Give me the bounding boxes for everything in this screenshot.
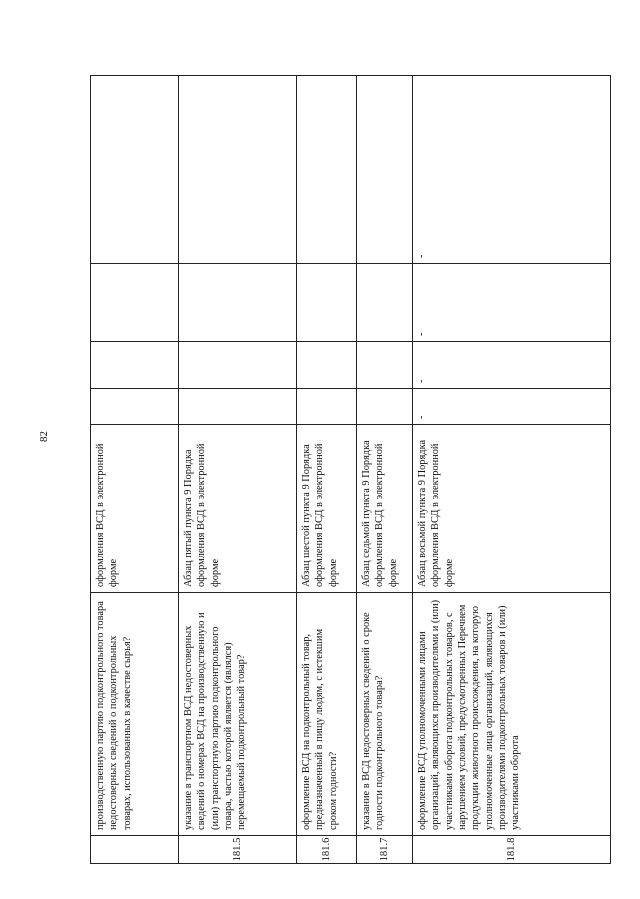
answer-no-cell (297, 342, 357, 389)
answer-no-cell: - (413, 342, 611, 389)
question-text: указание в ВСД недостоверных сведений о сроке годности подконтрольного товара? (357, 593, 413, 836)
comment-cell (357, 76, 413, 264)
answer-yes-cell (357, 389, 413, 425)
row-number: 181.5 (179, 836, 297, 864)
question-text: оформление ВСД уполномоченными лицами организаций, являющихся производителями и (или) участниками оборота подконтрольных товаров, с нарушением условий, предусмотренных Перечнем продукции животного происхождения, на которую уполномоченные лица организаций, являющихся производителями подконтрольных товаров и (или) участниками оборота (413, 593, 611, 836)
row-number: 181.7 (357, 836, 413, 864)
row-number: 181.6 (297, 836, 357, 864)
answer-yes-cell: - (413, 389, 611, 425)
row-number (91, 836, 179, 864)
question-text: производственную партию подконтрольного товара недостоверных сведений о подконтрольных товарах, использованных в качестве сырья? (91, 593, 179, 836)
table-row (179, 76, 297, 864)
checklist-table (90, 75, 611, 864)
comment-cell (179, 76, 297, 264)
answer-yes-cell (297, 389, 357, 425)
table-row (91, 76, 179, 864)
answer-na-cell (357, 264, 413, 342)
table-row (297, 76, 357, 864)
question-text: указание в транспортном ВСД недостоверных сведений о номерах ВСД на производственную и (или) транспортную партию подконтрольного товара, частью которой является (являлся) перемещаемый подконтрольный товар? (179, 593, 297, 836)
table-row (357, 76, 413, 864)
answer-na-cell (297, 264, 357, 342)
page-number-text: 82 (38, 431, 50, 442)
comment-cell: - (413, 76, 611, 264)
table-row (413, 76, 611, 864)
answer-na-cell (179, 264, 297, 342)
answer-yes-cell (179, 389, 297, 425)
answer-na-cell (91, 264, 179, 342)
comment-cell (91, 76, 179, 264)
answer-yes-cell (91, 389, 179, 425)
answer-no-cell (179, 342, 297, 389)
page-number (38, 431, 50, 442)
rotated-page-content (90, 76, 610, 864)
row-number: 181.8 (413, 836, 611, 864)
answer-no-cell (91, 342, 179, 389)
checklist-table-frame (90, 76, 610, 864)
answer-no-cell (357, 342, 413, 389)
comment-cell (297, 76, 357, 264)
reference-text: Абзац шестой пункта 9 Порядка оформления ВСД в электронной форме (297, 425, 357, 593)
reference-text: Абзац пятый пункта 9 Порядка оформления ВСД в электронной форме (179, 425, 297, 593)
reference-text: Абзац восьмой пункта 9 Порядка оформления ВСД в электронной форме (413, 425, 611, 593)
reference-text: оформления ВСД в электронной форме (91, 425, 179, 593)
question-text: оформление ВСД на подконтрольный товар, предназначенный в пищу людям, с истекшим сроком годности? (297, 593, 357, 836)
reference-text: Абзац седьмой пункта 9 Порядка оформления ВСД в электронной форме (357, 425, 413, 593)
answer-na-cell: - (413, 264, 611, 342)
